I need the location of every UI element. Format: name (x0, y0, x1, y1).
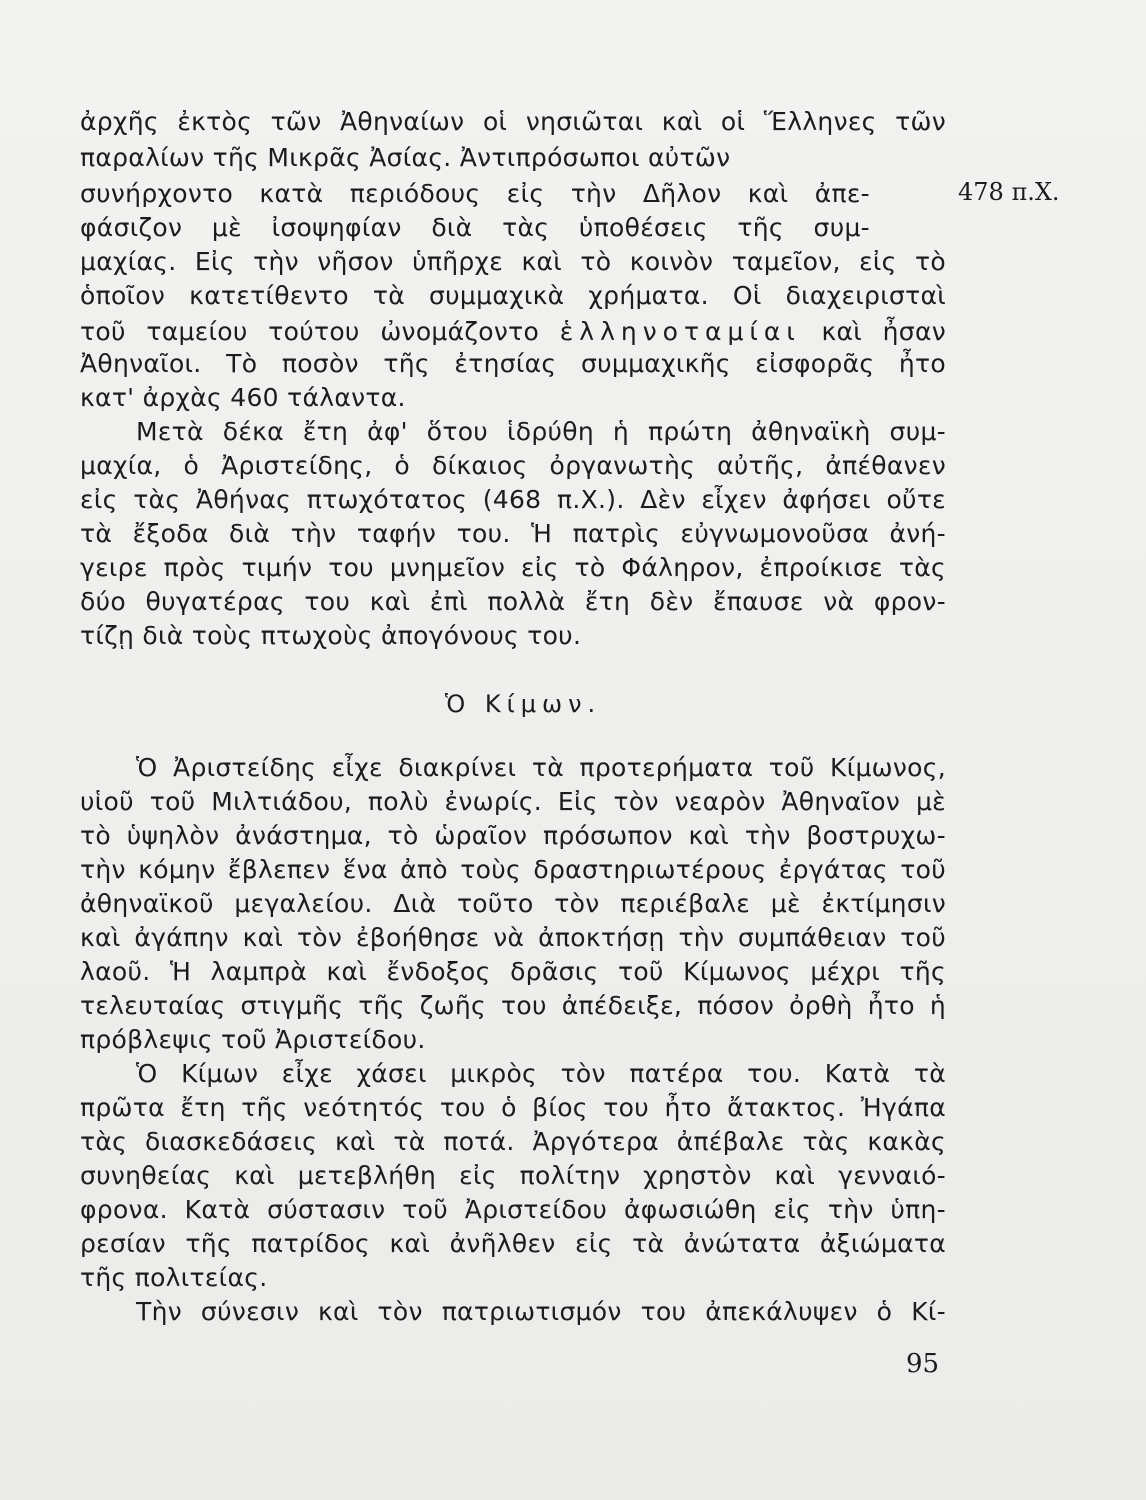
section-heading: Ὁ Κίμων. (444, 690, 602, 718)
text-segment: τοῦ ταμείου τούτου ὠνομάζοντο (80, 317, 540, 346)
text-line: ρεσίαν τῆς πατρίδος καὶ ἀνῆλθεν εἰς τὰ ἀνώτατα ἀξιώματα (80, 1229, 946, 1258)
text-line: ὁποῖον κατετίθεντο τὰ συμμαχικὰ χρήματα. Οἱ διαχειρισταὶ (80, 281, 946, 310)
text-line: τὸ ὑψηλὸν ἀνάστημα, τὸ ὡραῖον πρόσωπον καὶ τὴν βοστρυχω- (80, 821, 946, 850)
text-line: πρόβλεψις τοῦ Ἀριστείδου. (80, 1025, 426, 1054)
text-line: κατ' ἀρχὰς 460 τάλαντα. (80, 383, 406, 412)
text-line: δύο θυγατέρας του καὶ ἐπὶ πολλὰ ἔτη δὲν ἔπαυσε νὰ φρον- (80, 587, 946, 616)
text-line: Τὴν σύνεσιν καὶ τὸν πατριωτισμόν του ἀπεκάλυψεν ὁ Κί- (136, 1297, 946, 1326)
text-line: καὶ ἀγάπην καὶ τὸν ἐβοήθησε νὰ ἀποκτήσῃ τὴν συμπάθειαν τοῦ (80, 923, 946, 952)
text-line: φάσιζον μὲ ἰσοψηφίαν διὰ τὰς ὑποθέσεις τῆς συμ- (80, 213, 870, 242)
text-line: τὰ ἔξοδα διὰ τὴν ταφήν του. Ἡ πατρὶς εὐγνωμονοῦσα ἀνή- (80, 519, 946, 548)
text-line: πρῶτα ἔτη τῆς νεότητός του ὁ βίος του ἦτο ἄτακτος. Ἠγάπα (80, 1093, 946, 1122)
text-line: τίζῃ διὰ τοὺς πτωχοὺς ἀπογόνους του. (80, 621, 582, 650)
text-line: τῆς πολιτείας. (80, 1263, 268, 1292)
text-line: λαοῦ. Ἡ λαμπρὰ καὶ ἔνδοξος δρᾶσις τοῦ Κίμωνος μέχρι τῆς (80, 957, 946, 986)
text-line: υἱοῦ τοῦ Μιλτιάδου, πολὺ ἐνωρίς. Εἰς τὸν νεαρὸν Ἀθηναῖον μὲ (80, 787, 946, 816)
text-line: ἀρχῆς ἐκτὸς τῶν Ἀθηναίων οἱ νησιῶται καὶ οἱ Ἕλληνες τῶν (80, 107, 946, 136)
spaced-term: ἑλληνοταμίαι (559, 317, 801, 346)
margin-date-note: 478 π.Χ. (958, 178, 1060, 206)
text-line: εἰς τὰς Ἀθήνας πτωχότατος (468 π.Χ.). Δὲν εἶχεν ἀφήσει οὔτε (80, 485, 946, 514)
text-line: ἀθηναϊκοῦ μεγαλείου. Διὰ τοῦτο τὸν περιέβαλε μὲ ἐκτίμησιν (80, 889, 946, 918)
text-segment: καὶ ἦσαν (821, 317, 946, 346)
text-line: μαχία, ὁ Ἀριστείδης, ὁ δίκαιος ὀργανωτὴς αὐτῆς, ἀπέθανεν (80, 451, 946, 480)
text-line: συνηθείας καὶ μετεβλήθη εἰς πολίτην χρηστὸν καὶ γενναιό- (80, 1161, 946, 1190)
text-line: παραλίων τῆς Μικρᾶς Ἀσίας. Ἀντιπρόσωποι αὐτῶν (80, 143, 731, 172)
text-line: Ἀθηναῖοι. Τὸ ποσὸν τῆς ἐτησίας συμμαχικῆς εἰσφορᾶς ἦτο (80, 349, 946, 378)
text-line: τὴν κόμην ἔβλεπεν ἕνα ἀπὸ τοὺς δραστηριωτέρους ἐργάτας τοῦ (80, 855, 946, 884)
text-line: γειρε πρὸς τιμήν του μνημεῖον εἰς τὸ Φάληρον, ἐπροίκισε τὰς (80, 553, 946, 582)
text-line: φρονα. Κατὰ σύστασιν τοῦ Ἀριστείδου ἀφωσιώθη εἰς τὴν ὑπη- (80, 1195, 946, 1224)
text-line (80, 316, 946, 348)
text-line: Ὁ Ἀριστείδης εἶχε διακρίνει τὰ προτερήματα τοῦ Κίμωνος, (136, 753, 946, 782)
text-line: Μετὰ δέκα ἔτη ἀφ' ὅτου ἱδρύθη ἡ πρώτη ἀθηναϊκὴ συμ- (136, 417, 946, 446)
text-line: συνήρχοντο κατὰ περιόδους εἰς τὴν Δῆλον καὶ ἀπε- (80, 179, 870, 208)
page-number: 95 (906, 1349, 940, 1379)
text-line: μαχίας. Εἰς τὴν νῆσον ὑπῆρχε καὶ τὸ κοινὸν ταμεῖον, εἰς τὸ (80, 247, 946, 276)
text-line: τὰς διασκεδάσεις καὶ τὰ ποτά. Ἀργότερα ἀπέβαλε τὰς κακὰς (80, 1127, 946, 1156)
text-line: τελευταίας στιγμῆς τῆς ζωῆς του ἀπέδειξε, πόσον ὀρθὴ ἦτο ἡ (80, 991, 946, 1020)
text-line: Ὁ Κίμων εἶχε χάσει μικρὸς τὸν πατέρα του. Κατὰ τὰ (136, 1059, 946, 1088)
